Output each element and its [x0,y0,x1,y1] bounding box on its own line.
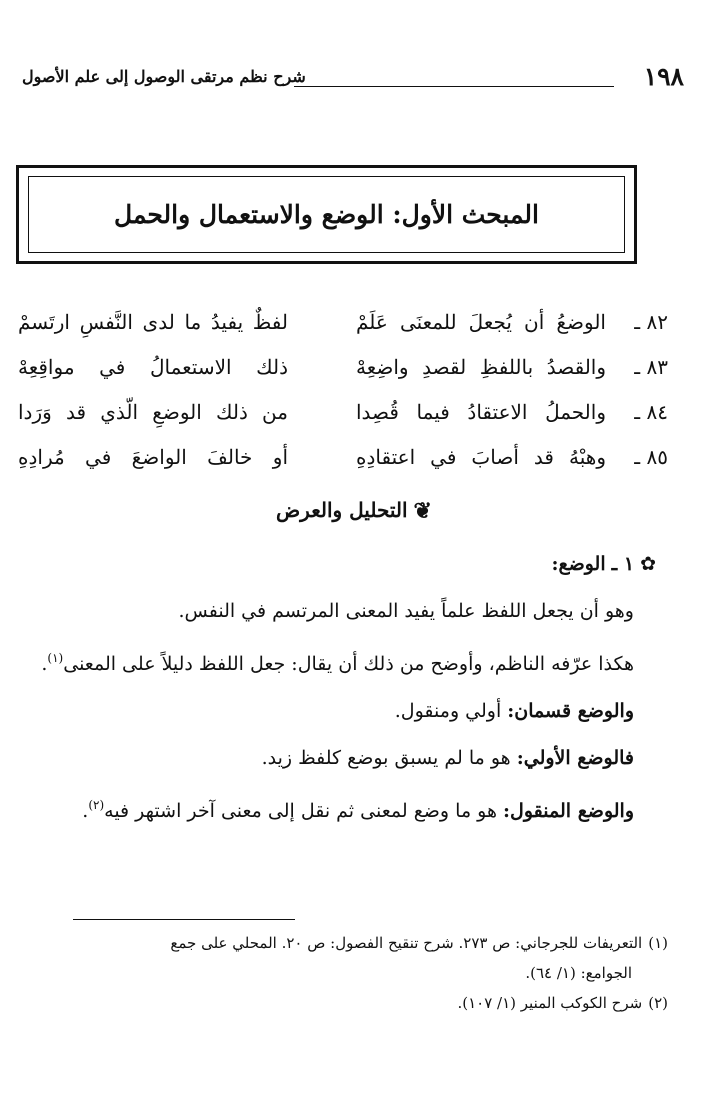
paragraph-text: هكذا عرّفه الناظم، وأوضح من ذلك أن يقال: جعل اللفظ دليلاً على المعنى [63,653,634,675]
footnote-continuation [18,958,668,988]
footnote-text: شرح الكوكب المنير (١/ ١٠٧). [457,994,643,1012]
paragraph-text: أولي ومنقول. [394,700,502,722]
verse-second-hemistich: ذلك الاستعمالُ في مواقِعِهْ [18,355,288,379]
subsection-title: التحليل والعرض [276,498,408,522]
footnote-mark: (٢) [648,994,668,1012]
verse-first-hemistich: وهبْهُ قد أصابَ في اعتقادِهِ [356,445,606,469]
verse-first-hemistich: والحملُ الاعتقادُ فيما قُصِدا [356,400,606,424]
term-label: فالوضع الأولي: [516,747,634,769]
paragraph [20,592,634,630]
header-rule [294,86,614,87]
body-text [20,545,656,839]
paragraph-text: وهو أن يجعل اللفظ علماً يفيد المعنى المرتسم في النفس. [178,600,634,622]
footnote-mark: (١) [648,934,668,952]
paragraph-text: هو ما لم يسبق بوضع كلفظ زيد. [261,747,511,769]
item-title: الوضع: [551,553,606,575]
verse-number: ٨٥ ـ [634,445,668,469]
verse-block [18,310,668,490]
verse-number: ٨٣ ـ [634,355,668,379]
item-number: ١ ـ [611,553,635,575]
verse-second-hemistich: أو خالفَ الواضعَ في مُرادِهِ [18,445,288,469]
verse-number: ٨٢ ـ [634,310,668,334]
verse-second-hemistich: من ذلك الوضعِ الّذي قد وَرَدا [18,400,288,424]
verse-second-hemistich: لفظٌ يفيدُ ما لدى النَّفسِ ارتَسمْ [18,310,288,334]
verse-number: ٨٤ ـ [634,400,668,424]
section-title-inner-frame [28,176,625,253]
term-label: والوضع المنقول: [503,800,634,822]
footnotes [18,928,668,1018]
verse-first-hemistich: الوضعُ أن يُجعلَ للمعنَى عَلَمْ [356,310,606,334]
page-number: ١٩٨ [643,62,684,91]
footnote-reference: (١) [47,651,64,665]
verse-row [18,445,668,490]
paragraph [20,739,634,777]
footnote [18,988,668,1018]
footnote-rule [73,919,295,920]
page-header [22,62,684,92]
verse-first-hemistich: والقصدُ باللفظِ لقصدِ واضِعِهْ [356,355,606,379]
footnote-text: الجوامع: (١/ ٦٤). [525,964,632,982]
term-label: والوضع قسمان: [507,700,634,722]
paragraph-text: هو ما وضع لمعنى ثم نقل إلى معنى آخر اشتهر فيه [104,800,497,822]
paragraph: والوضع المنقول: هو ما وضع لمعنى ثم نقل إلى معنى آخر اشتهر فيه$^{(٢)}$. [82,798,634,822]
section-title: المبحث الأول: الوضع والاستعمال والحمل [114,200,539,229]
ornament-icon: ❦ [413,498,432,524]
section-title-box [16,165,637,264]
paragraph: هكذا عرّفه الناظم، وأوضح من ذلك أن يقال: جعل اللفظ دليلاً على المعنى$^{(١)}$. [41,651,634,675]
paragraph [20,692,634,730]
verse-row [18,355,668,400]
item-heading [20,545,656,583]
footnote [18,928,668,958]
footnote-reference: (٢) [88,798,105,812]
footnote-text: التعريفات للجرجاني: ص ٢٧٣. شرح تنقيح الفصول: ص ٢٠. المحلي على جمع [170,934,643,952]
subsection-heading [0,498,708,524]
verse-row [18,400,668,445]
flower-icon: ✿ [640,553,656,575]
running-title: شرح نظم مرتقى الوصول إلى علم الأصول [22,67,306,86]
verse-row [18,310,668,355]
